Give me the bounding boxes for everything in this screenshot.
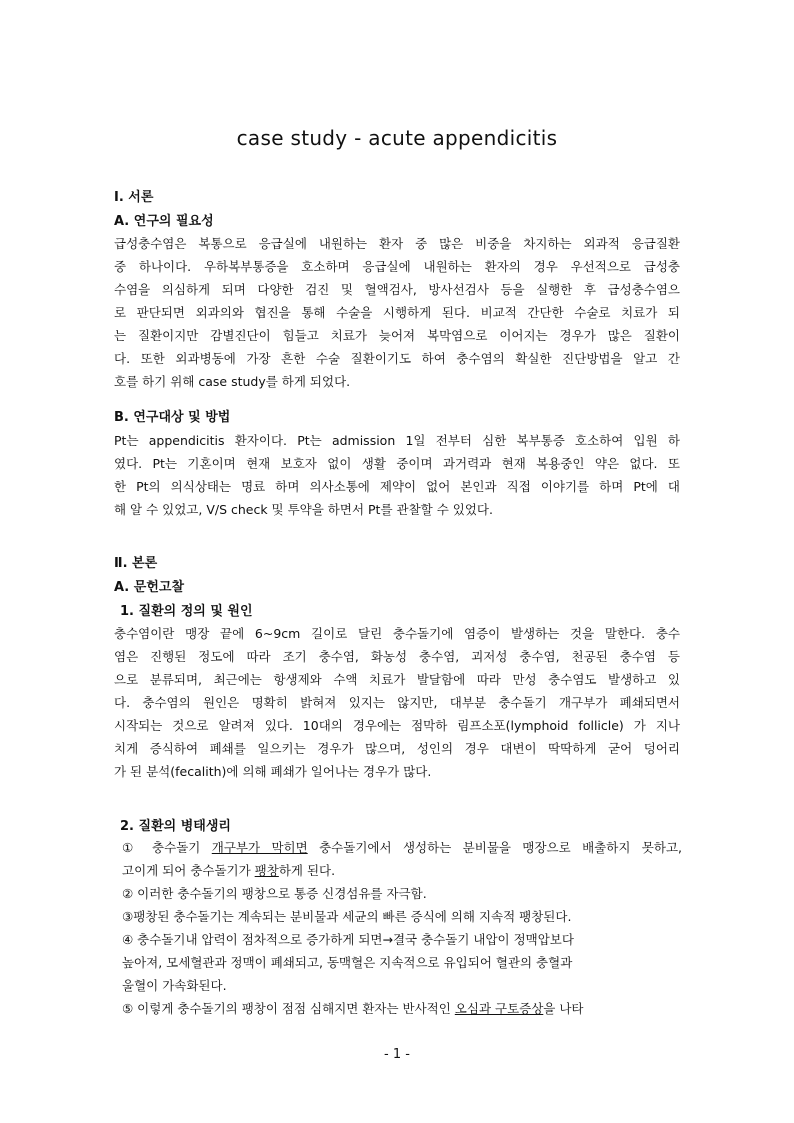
- section2-heading: Ⅱ. 본론: [114, 556, 158, 571]
- text-line: 한 Pt의 의식상태는 명료 하며 의사소통에 제약이 없어 본인과 직접 이야기를 하며 Pt에 대: [114, 479, 680, 494]
- sub1-paragraph: [114, 622, 680, 783]
- list-item: ④ 충수돌기내 압력이 점차적으로 증가하게 되면→결국 충수돌기 내압이 정맥압보다: [122, 932, 574, 947]
- pathophysiology-list: [122, 836, 682, 1020]
- text-line: 으로 분류되며, 최근에는 항생제와 수액 치료가 발달함에 따라 만성 충수염도 발생하고 있: [114, 672, 680, 687]
- text-line: 호를 하기 위해 case study를 하게 되었다.: [114, 374, 351, 389]
- list-item-continuation: 고이게 되어 충수돌기가 팽창하게 된다.: [122, 863, 336, 878]
- text-line: 충수염이란 맹장 끝에 6~9cm 길이로 달린 충수돌기에 염증이 발생하는 것을 말한다. 충수: [114, 626, 680, 641]
- sub1-heading: 1. 질환의 정의 및 원인: [120, 604, 253, 619]
- text-line: 시작되는 것으로 알려져 있다. 10대의 경우에는 점막하 림프소포(lymphoid follicle) 가 지나: [114, 718, 680, 733]
- text-line: 다. 충수염의 원인은 명확히 밝혀져 있지는 않지만, 대부분 충수돌기 개구부가 폐쇄되면서: [114, 695, 680, 710]
- text-line: 가 된 분석(fecalith)에 의해 폐쇄가 일어나는 경우가 많다.: [114, 764, 432, 779]
- text-line: 급성충수염은 복통으로 응급실에 내원하는 환자 중 많은 비중을 차지하는 외과적 응급질환: [114, 236, 680, 251]
- list-item-continuation: 높아져, 모세혈관과 정맥이 폐쇄되고, 동맥혈은 지속적으로 유입되어 혈관의 충혈과: [122, 955, 573, 970]
- list-item-continuation: 울혈이 가속화된다.: [122, 978, 227, 993]
- section1b-heading: B. 연구대상 및 방법: [114, 410, 231, 425]
- text-line: Pt는 appendicitis 환자이다. Pt는 admission 1일 전부터 심한 복부통증 호소하여 입원 하: [114, 433, 680, 448]
- text-line: 로 판단되면 외과의와 협진을 통해 수술을 시행하게 된다. 비교적 간단한 수술로 치료가 되: [114, 305, 680, 320]
- text-line: 수염을 의심하게 되며 다양한 검진 및 혈액검사, 방사선검사 등을 실행한 후 급성충수염으: [114, 282, 680, 297]
- section2a-heading: A. 문헌고찰: [114, 580, 184, 595]
- text-line: 염은 진행된 정도에 따라 조기 충수염, 화농성 충수염, 괴저성 충수염, 천공된 충수염 등: [114, 649, 680, 664]
- section1b-paragraph: [114, 429, 680, 521]
- underlined-term: 팽창: [254, 863, 279, 878]
- list-item: ① 충수돌기 개구부가 막히면 충수돌기에서 생성하는 분비물을 맹장으로 배출하지 못하고,: [122, 840, 682, 855]
- text-line: 치게 증식하여 폐쇄를 일으키는 경우가 많으며, 성인의 경우 대변이 딱딱하게 굳어 덩어리: [114, 741, 680, 756]
- text-line: 해 알 수 있었고, V/S check 및 투약을 하면서 Pt를 관찰할 수 있었다.: [114, 502, 493, 517]
- list-item: ② 이러한 충수돌기의 팽창으로 통증 신경섬유를 자극함.: [122, 886, 427, 901]
- section1a-paragraph: [114, 232, 680, 393]
- section1a-heading: A. 연구의 필요성: [114, 214, 214, 229]
- list-item: ③팽창된 충수돌기는 계속되는 분비물과 세균의 빠른 증식에 의해 지속적 팽창된다.: [122, 909, 572, 924]
- text-line: 는 질환이지만 감별진단이 힘들고 치료가 늦어져 복막염으로 이어지는 경우가 많은 질환이: [114, 328, 680, 343]
- sub2-heading: 2. 질환의 병태생리: [120, 819, 231, 834]
- list-item: ⑤ 이렇게 충수돌기의 팽창이 점점 심해지면 환자는 반사적인 오심과 구토증상을 나타: [122, 1001, 584, 1016]
- text-line: 중 하나이다. 우하복부통증을 호소하며 응급실에 내원하는 환자의 경우 우선적으로 급성충: [114, 259, 680, 274]
- underlined-term: 개구부가 막히면: [211, 840, 308, 855]
- page-number: - 1 -: [384, 1047, 410, 1062]
- text-line: 다. 또한 외과병동에 가장 흔한 수술 질환이기도 하여 충수염의 확실한 진단방법을 알고 간: [114, 351, 680, 366]
- document-title: case study - acute appendicitis: [236, 126, 558, 150]
- text-line: 였다. Pt는 기혼이며 현재 보호자 없이 생활 중이며 과거력과 현재 복용중인 약은 없다. 또: [114, 456, 680, 471]
- underlined-term: 오심과 구토증상: [454, 1001, 544, 1016]
- section1-heading: Ⅰ. 서론: [114, 190, 154, 205]
